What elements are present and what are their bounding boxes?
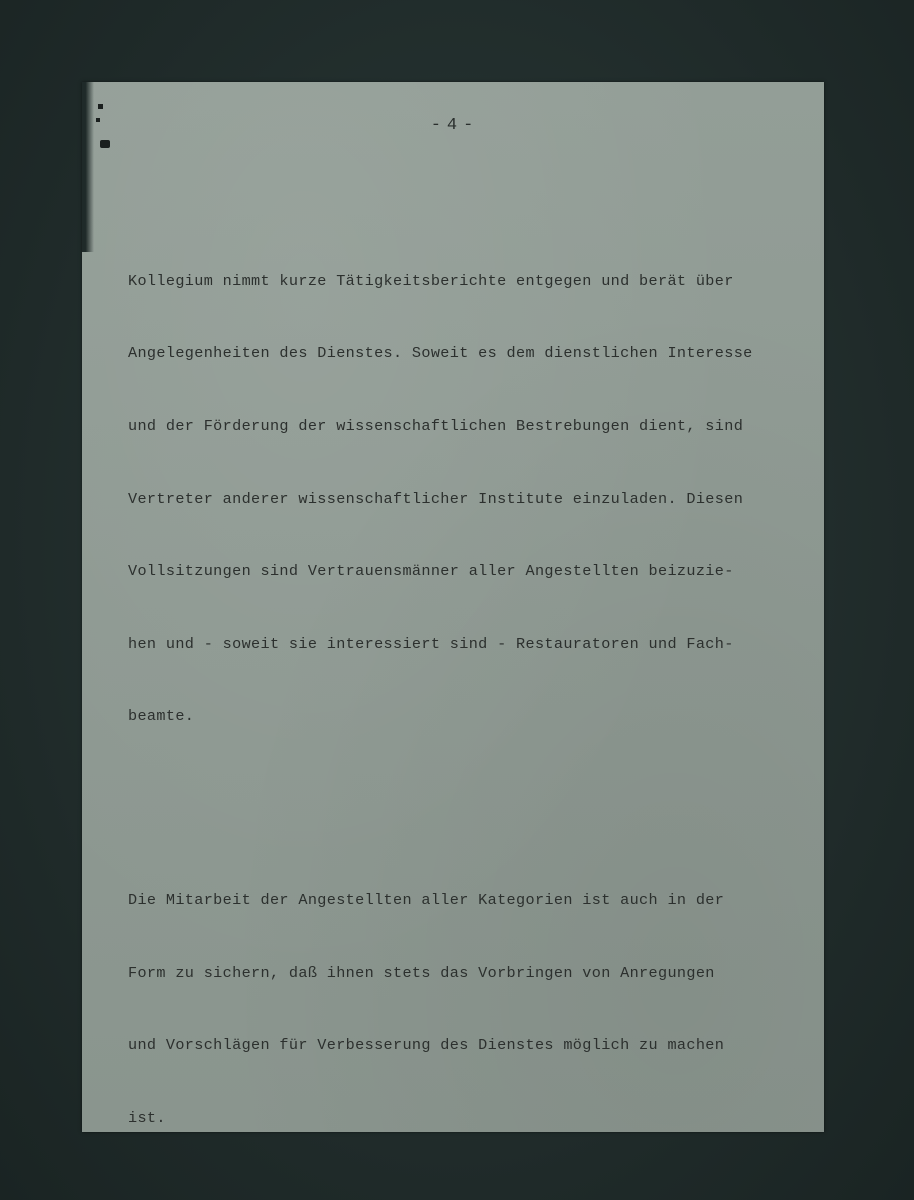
text-line: Die Mitarbeit der Angestellten aller Kategorien ist auch in der bbox=[128, 890, 725, 909]
paragraph-1 bbox=[128, 220, 828, 777]
text-line: Form zu sichern, daß ihnen stets das Vorbringen von Anregungen bbox=[128, 963, 715, 982]
text-line: Angelegenheiten des Dienstes. Soweit es dem dienstlichen Interesse bbox=[128, 344, 753, 363]
paragraph-2 bbox=[128, 839, 828, 1178]
text-line: Vertreter anderer wissenschaftlicher Institute einzuladen. Diesen bbox=[128, 489, 744, 508]
text-line: und der Förderung der wissenschaftlichen Bestrebungen dient, sind bbox=[128, 417, 744, 436]
text-line: beamte. bbox=[128, 707, 195, 726]
page-number-value: 4 bbox=[446, 116, 460, 135]
text-line: Kollegium nimmt kurze Tätigkeitsberichte entgegen und berät über bbox=[128, 271, 734, 290]
staple-mark bbox=[98, 104, 103, 109]
document-body bbox=[128, 172, 828, 1200]
text-line: ist. bbox=[128, 1108, 166, 1127]
text-line: und Vorschlägen für Verbesserung des Dienstes möglich zu machen bbox=[128, 1036, 725, 1055]
text-line: hen und - soweit sie interessiert sind - Restauratoren und Fach- bbox=[128, 634, 734, 653]
page-number: - 4 - bbox=[430, 116, 476, 135]
punch-hole-mark bbox=[100, 140, 110, 148]
torn-edge bbox=[82, 82, 94, 252]
text-line: Vollsitzungen sind Vertrauensmänner aller Angestellten beizuzie- bbox=[128, 562, 734, 581]
